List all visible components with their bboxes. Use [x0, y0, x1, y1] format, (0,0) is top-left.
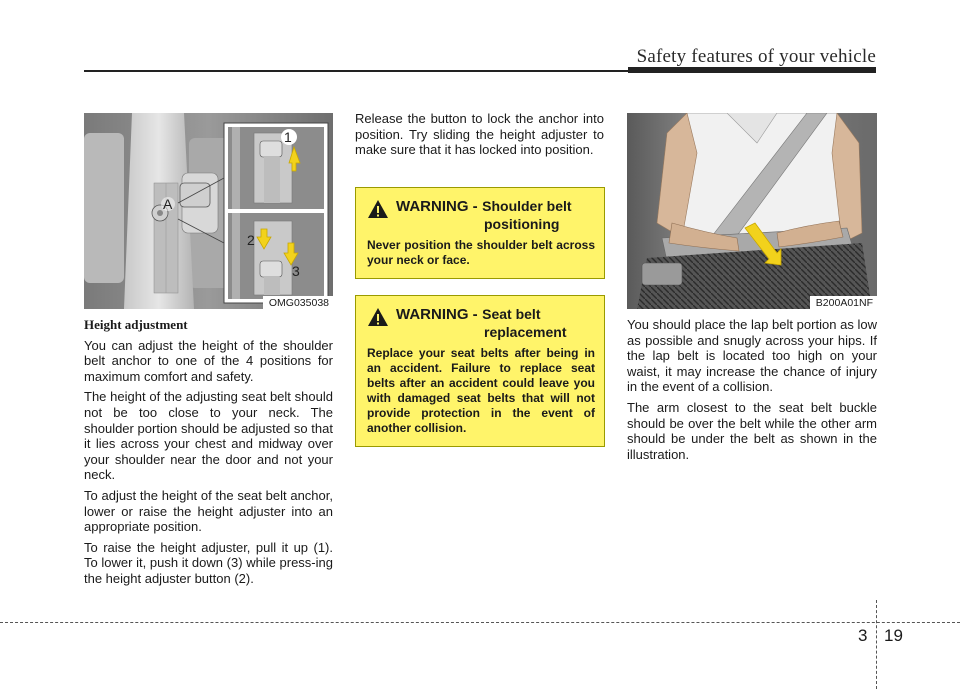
- callout-a: A: [163, 196, 173, 212]
- paragraph: The arm closest to the seat belt buckle should be over the belt while the other arm should be under the belt as shown in the illustration.: [627, 399, 877, 462]
- warning-box-shoulder-belt: [355, 187, 605, 279]
- warning-triangle-icon: [367, 199, 389, 219]
- footer-divider: [876, 600, 877, 689]
- callout-2: 2: [247, 232, 255, 248]
- chapter-number: 3: [858, 626, 868, 645]
- figure-height-adjuster: [84, 113, 333, 309]
- figure-code: B200A01NF: [810, 296, 877, 309]
- warning-text: Replace your seat belts after being in an accident. Failure to replace seat belts after an accident could leave you with damaged seat belts that will not provide protection in the event of another collision.: [367, 346, 595, 435]
- running-header: Safety features of your vehicle: [636, 46, 876, 67]
- warning-topic-line2: positioning: [484, 216, 560, 232]
- section-subheading: Height adjustment: [84, 317, 188, 332]
- lap-belt-illustration: [627, 113, 877, 309]
- paragraph: You can adjust the height of the shoulder belt anchor to one of the 4 positions for maximum comfort and safety.: [84, 337, 333, 384]
- figure-code: OMG035038: [263, 296, 333, 309]
- warning-header: [367, 198, 595, 232]
- header-rule-accent: [628, 67, 876, 73]
- left-column-text: [84, 317, 333, 592]
- warning-header: [367, 306, 595, 340]
- warning-label: WARNING -: [396, 306, 478, 323]
- footer-rule: [0, 622, 960, 623]
- callout-3: 3: [292, 263, 300, 279]
- paragraph: The height of the adjusting seat belt should not be too close to your neck. The shoulder portion should be adjusted so that it lies across your chest and midway over your shoulder near the door and not your neck.: [84, 389, 333, 483]
- paragraph: Release the button to lock the anchor into position. Try sliding the height adjuster to make sure that it has locked into position.: [355, 111, 604, 158]
- callout-1: 1: [284, 129, 292, 145]
- figure-lap-belt: [627, 113, 877, 309]
- warning-topic: Seat belt: [482, 306, 541, 322]
- paragraph: To adjust the height of the seat belt anchor, lower or raise the height adjuster into an appropriate position.: [84, 487, 333, 535]
- paragraph: To raise the height adjuster, pull it up (1). To lower it, push it down (3) while press-ing the height adjuster button (2).: [84, 539, 333, 586]
- paragraph: You should place the lap belt portion as low as possible and snugly across your hips. If the lap belt is located too high on your waist, it may increase the chance of injury in the event of a collision.: [627, 317, 877, 395]
- page-number: 19: [884, 626, 903, 645]
- right-column-text: [627, 317, 877, 467]
- middle-column-text: [355, 111, 604, 163]
- warning-topic: Shoulder belt: [482, 198, 572, 214]
- warning-box-seat-belt-replacement: [355, 295, 605, 447]
- warning-triangle-icon: [367, 307, 389, 327]
- height-adjuster-illustration: [84, 113, 333, 309]
- warning-topic-line2: replacement: [484, 324, 567, 340]
- warning-text: Never position the shoulder belt across your neck or face.: [367, 238, 595, 267]
- warning-label: WARNING -: [396, 198, 478, 215]
